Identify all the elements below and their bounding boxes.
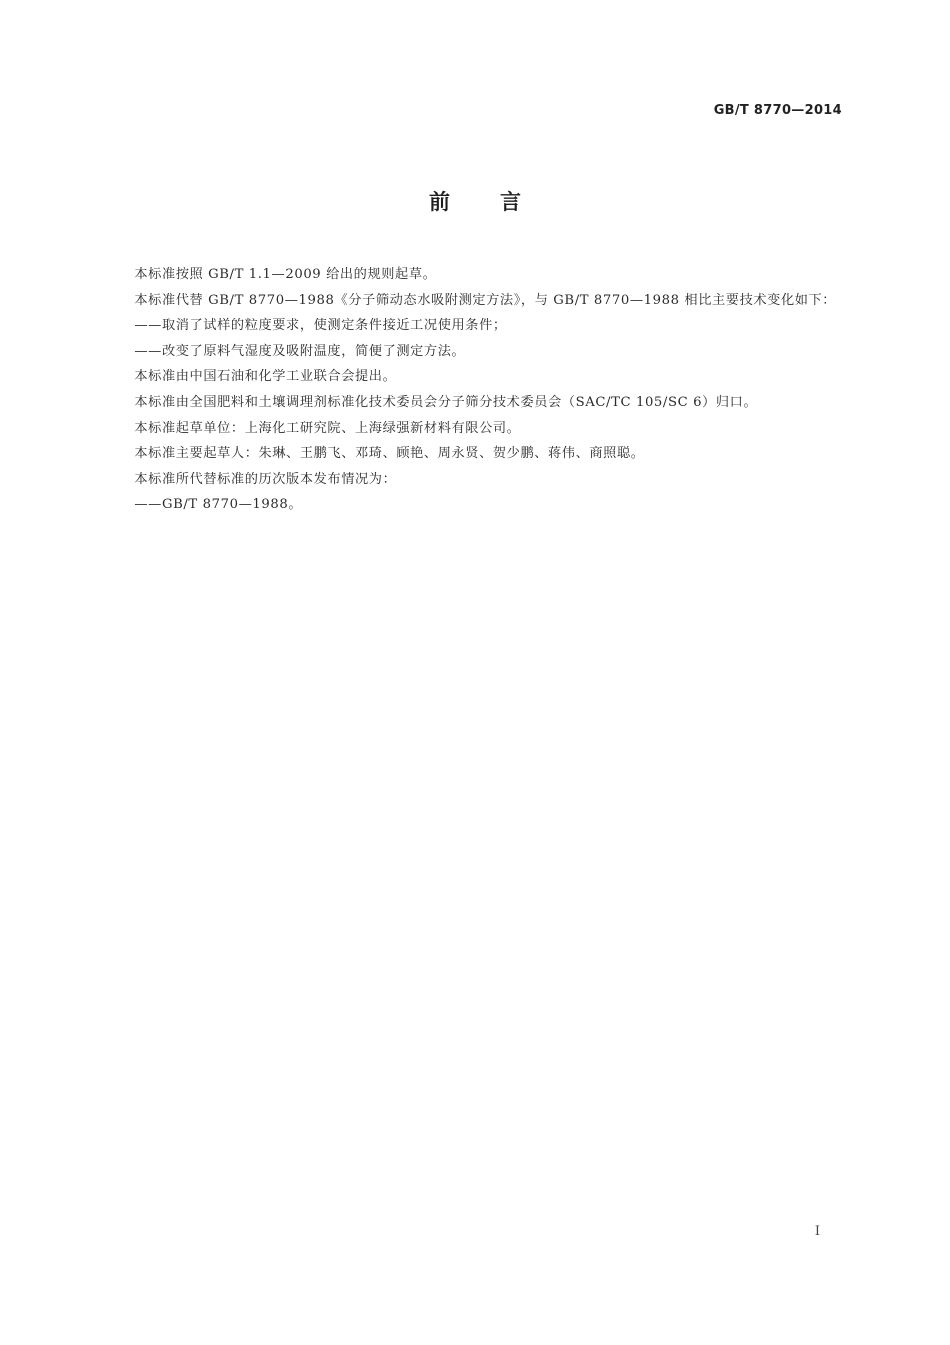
paragraph-history-item: ——GB/T 8770—1988。 (134, 497, 303, 513)
paragraph-replacement: 本标准代替 GB/T 8770—1988《分子筛动态水吸附测定方法》，与 GB/T 8770—1988 相比主要技术变化如下： (134, 292, 837, 308)
page-title: 前言 (429, 190, 571, 214)
paragraph-drafting-rules: 本标准按照 GB/T 1.1—2009 给出的规则起草。 (134, 267, 437, 282)
page-number: I (814, 1224, 820, 1239)
paragraph-drafters: 本标准主要起草人：朱琳、王鹏飞、邓琦、顾艳、周永贤、贺少鹏、蒋伟、商照聪。 (134, 446, 645, 462)
paragraph-change-1: ——取消了试样的粒度要求，使测定条件接近工况使用条件； (134, 318, 507, 334)
paragraph-change-2: ——改变了原料气湿度及吸附温度，简便了测定方法。 (134, 343, 466, 359)
foreword-body (108, 262, 842, 518)
paragraph-history-intro: 本标准所代替标准的历次版本发布情况为： (134, 471, 397, 487)
standard-number: GB/T 8770—2014 (713, 103, 842, 118)
paragraph-committee: 本标准由全国肥料和土壤调理剂标准化技术委员会分子筛分技术委员会（SAC/TC 105/SC 6）归口。 (134, 394, 758, 410)
paragraph-proposer: 本标准由中国石油和化学工业联合会提出。 (134, 369, 397, 385)
paragraph-drafting-units: 本标准起草单位：上海化工研究院、上海绿强新材料有限公司。 (134, 420, 521, 436)
